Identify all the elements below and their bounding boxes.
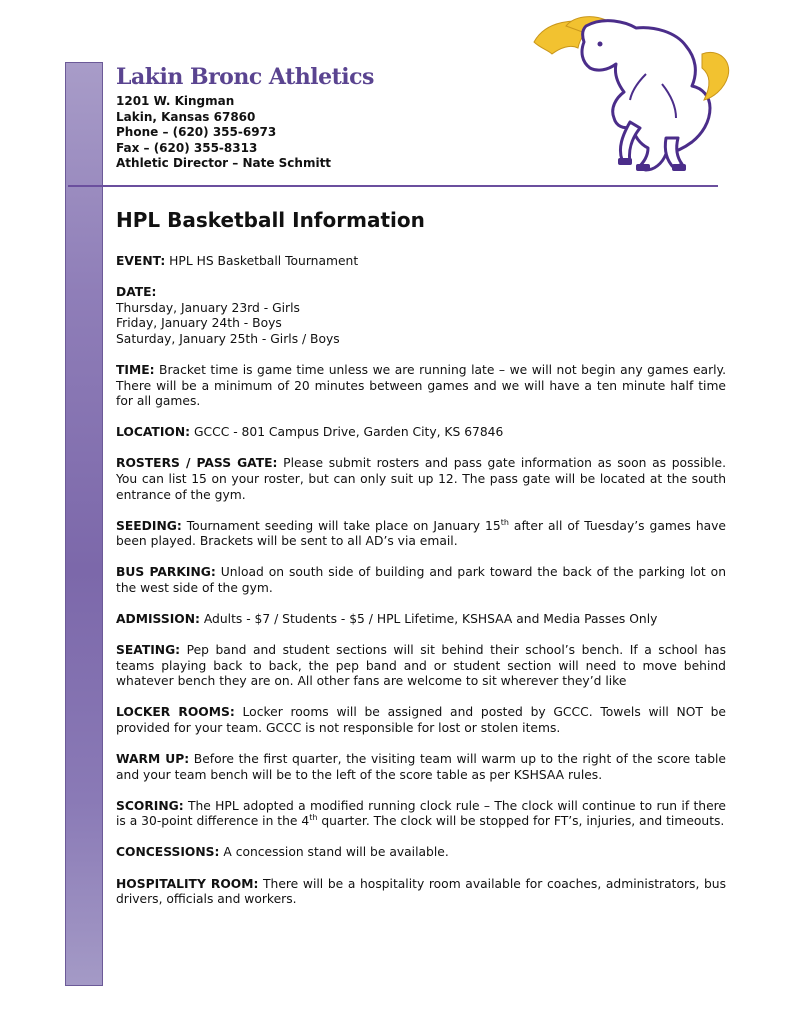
time-text: Bracket time is game time unless we are running late – we will not begin any games early. There will be a minimum of 20 minutes between games and we will have a ten minute half time for all games.: [116, 362, 726, 409]
time-label: TIME:: [116, 362, 155, 377]
scoring-text: The HPL adopted a modified running clock rule – The clock will continue to run if there is a 30-point difference in the 4: [116, 798, 726, 829]
location-text: GCCC - 801 Campus Drive, Garden City, KS 67846: [194, 425, 504, 440]
scoring-section: [116, 799, 726, 830]
seating-section: [116, 643, 726, 690]
warm-up-text: Before the first quarter, the visiting team will warm up to the right of the score table and your team bench will be to the left of the score table as per KSHSAA rules.: [116, 752, 726, 782]
scoring-superscript: th: [309, 813, 318, 823]
concessions-text: A concession stand will be available.: [223, 845, 449, 860]
document-body: [116, 208, 726, 923]
school-name: Lakin Bronc Athletics: [116, 64, 374, 90]
seeding-superscript: th: [500, 517, 509, 527]
admission-label: ADMISSION:: [116, 612, 200, 626]
scoring-text-after: quarter. The clock will be stopped for FT’s, injuries, and timeouts.: [317, 814, 725, 829]
header-divider: [68, 185, 718, 187]
location-label: LOCATION:: [116, 425, 191, 440]
location-section: [116, 425, 726, 441]
locker-rooms-label: LOCKER ROOMS:: [116, 705, 235, 720]
event-section: [116, 254, 726, 270]
hospitality-label: HOSPITALITY ROOM:: [116, 876, 259, 891]
date-line-thursday: Thursday, January 23rd - Girls: [116, 300, 300, 315]
hospitality-text: There will be a hospitality room available for coaches, administrators, bus drivers, officials and workers.: [116, 876, 726, 907]
locker-rooms-text: Locker rooms will be assigned and posted by GCCC. Towels will NOT be provided for your team. GCCC is not responsible for lost or stolen items.: [116, 705, 727, 735]
event-label: EVENT:: [116, 254, 166, 268]
bus-parking-label: BUS PARKING:: [116, 565, 216, 580]
seeding-label: SEEDING:: [116, 518, 182, 533]
rosters-text: Please submit rosters and pass gate information as soon as possible. You can list 15 on your roster, but can only suit up 12. The pass gate will be located at the south entrance of the gym.: [116, 456, 727, 502]
warm-up-section: [116, 752, 726, 783]
date-line-friday: Friday, January 24th - Boys: [116, 316, 282, 331]
time-section: [116, 363, 726, 410]
address-city: Lakin, Kansas 67860: [116, 109, 256, 124]
warm-up-label: WARM UP:: [116, 752, 190, 767]
seeding-text-after: after all of Tuesday’s games have been played. Brackets will be sent to all AD’s via email.: [116, 518, 726, 549]
event-text: HPL HS Basketball Tournament: [169, 254, 359, 268]
admission-text: Adults - $7 / Students - $5 / HPL Lifetime, KSHSAA and Media Passes Only: [203, 612, 658, 626]
letterhead: [116, 64, 536, 172]
scoring-label: SCORING:: [116, 798, 184, 813]
phone-number: Phone – (620) 355-6973: [116, 125, 277, 139]
concessions-section: [116, 845, 726, 861]
bus-parking-section: [116, 565, 726, 596]
seeding-text: Tournament seeding will take place on January 15: [186, 518, 501, 533]
seating-label: SEATING:: [116, 643, 181, 658]
sidebar-accent-bar: [65, 62, 103, 986]
seeding-section: [116, 519, 726, 550]
date-line-saturday: Saturday, January 25th - Girls / Boys: [116, 331, 340, 346]
admission-section: [116, 612, 726, 628]
rosters-section: [116, 456, 726, 503]
date-label: DATE:: [116, 285, 157, 300]
bronco-horse-logo-icon: [526, 14, 736, 174]
document-title: HPL Basketball Information: [116, 208, 425, 232]
fax-number: Fax – (620) 355-8313: [116, 140, 258, 155]
athletic-director: Athletic Director – Nate Schmitt: [116, 156, 332, 170]
rosters-label: ROSTERS / PASS GATE:: [116, 456, 278, 471]
hospitality-section: [116, 877, 726, 908]
seating-text: Pep band and student sections will sit behind their school’s bench. If a school has teams playing back to back, the pep band and or student section will need to move behind whatever bench they are on. All other fans are welcome to sit wherever they’d like: [116, 643, 726, 689]
locker-rooms-section: [116, 705, 726, 736]
concessions-label: CONCESSIONS:: [116, 845, 220, 860]
address-street: 1201 W. Kingman: [116, 94, 235, 108]
bus-parking-text: Unload on south side of building and park toward the back of the parking lot on the west side of the gym.: [116, 565, 726, 595]
date-section: [116, 285, 726, 347]
